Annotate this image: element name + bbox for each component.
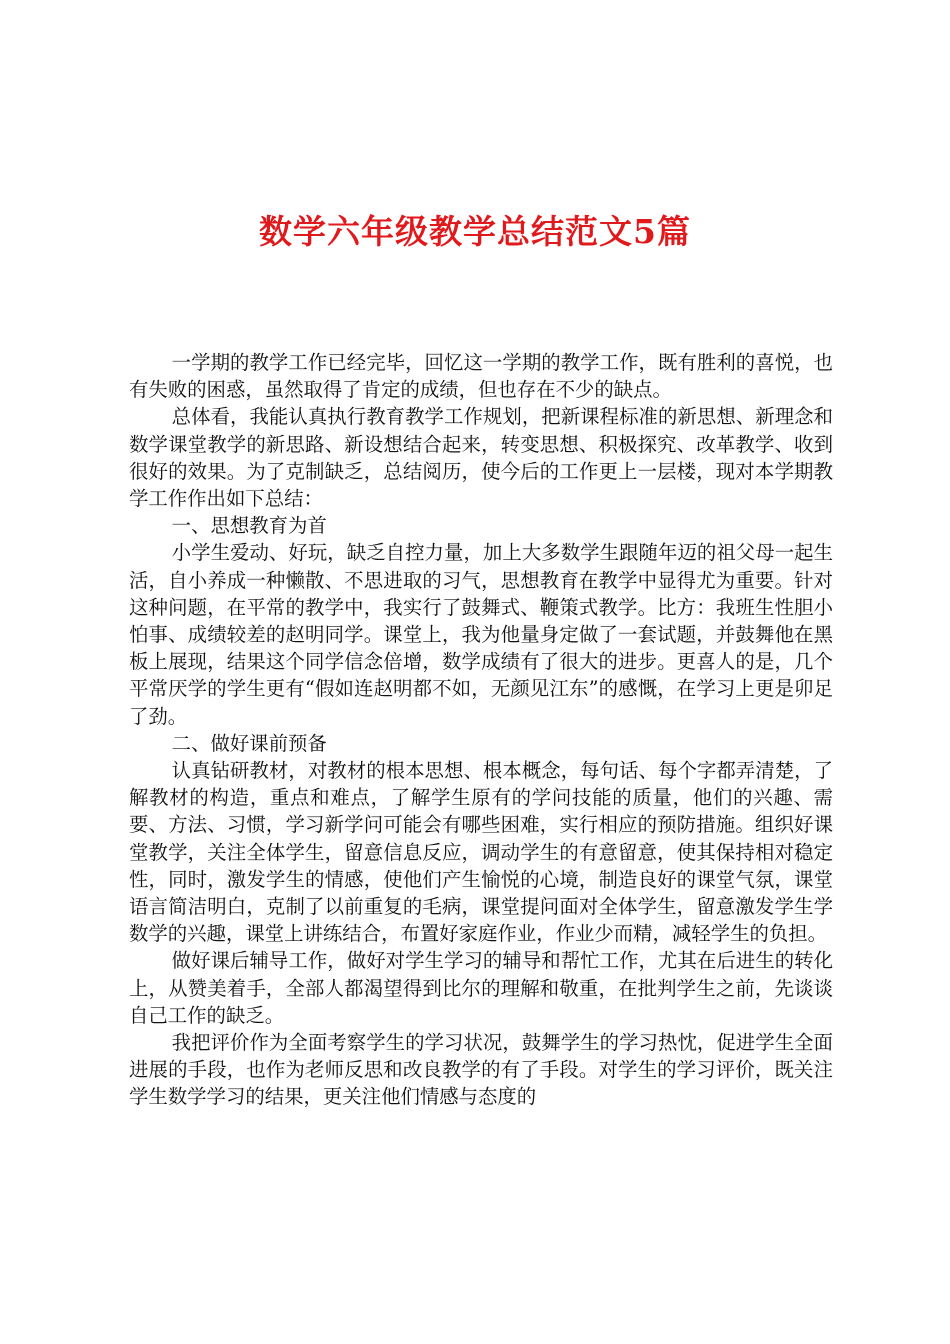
paragraph-preparation: 认真钻研教材，对教材的根本思想、根本概念，每句话、每个字都弄清楚，了解教材的构造，重点和难点，了解学生原有的学问技能的质量，他们的兴趣、需要、方法、习惯，学习新学问可能会有哪些困难，实行相应的预防措施。组织好课堂教学，关注全体学生，留意信息反应，调动学生的有意留意，使其保持相对稳定性，同时，激发学生的情感，使他们产生愉悦的心境，制造良好的课堂气氛，课堂语言简洁明白，克制了以前重复的毛病，课堂提问面对全体学生，留意激发学生学数学的兴趣，课堂上讲练结合，布置好家庭作业，作业少而精，减轻学生的负担。 — [129, 759, 833, 946]
paragraph-intro: 一学期的教学工作已经完毕，回忆这一学期的教学工作，既有胜利的喜悦，也有失败的困惑，虽然取得了肯定的成绩，但也存在不少的缺点。 — [129, 351, 833, 402]
paragraph-evaluation: 我把评价作为全面考察学生的学习状况，鼓舞学生的学习热忱，促进学生全面进展的手段，也作为老师反思和改良教学的有了手段。对学生的学习评价，既关注学生数学学习的结果，更关注他们情感与态度的 — [129, 1031, 833, 1109]
document-title: 数学六年级教学总结范文5篇 — [259, 212, 691, 251]
paragraph-overview: 总体看，我能认真执行教育教学工作规划，把新课程标准的新思想、新理念和数学课堂教学的新思路、新设想结合起来，转变思想、积极探究、改革教学、收到很好的效果。为了克制缺乏，总结阅历，使今后的工作更上一层楼，现对本学期教学工作作出如下总结： — [129, 405, 833, 511]
section-heading-preparation: 二、做好课前预备 — [171, 731, 327, 755]
paragraph-ideology: 小学生爱动、好玩，缺乏自控力量，加上大多数学生跟随年迈的祖父母一起生活，自小养成一种懒散、不思进取的习气，思想教育在教学中显得尤为重要。针对这种问题，在平常的教学中，我实行了鼓舞式、鞭策式教学。比方：我班生性胆小怕事、成绩较差的赵明同学。课堂上，我为他量身定做了一套试题，并鼓舞他在黑板上展现，结果这个同学信念倍增，数学成绩有了很大的进步。更喜人的是，几个平常厌学的学生更有“假如连赵明都不如，无颜见江东”的感慨，在学习上更是卯足了劲。 — [129, 541, 833, 728]
paragraph-tutoring: 做好课后辅导工作，做好对学生学习的辅导和帮忙工作，尤其在后进生的转化上，从赞美着手，全部人都渴望得到比尔的理解和敬重，在批判学生之前，先谈谈自己工作的缺乏。 — [129, 949, 833, 1027]
section-heading-ideology: 一、思想教育为首 — [171, 514, 327, 538]
document-body — [129, 349, 833, 1111]
